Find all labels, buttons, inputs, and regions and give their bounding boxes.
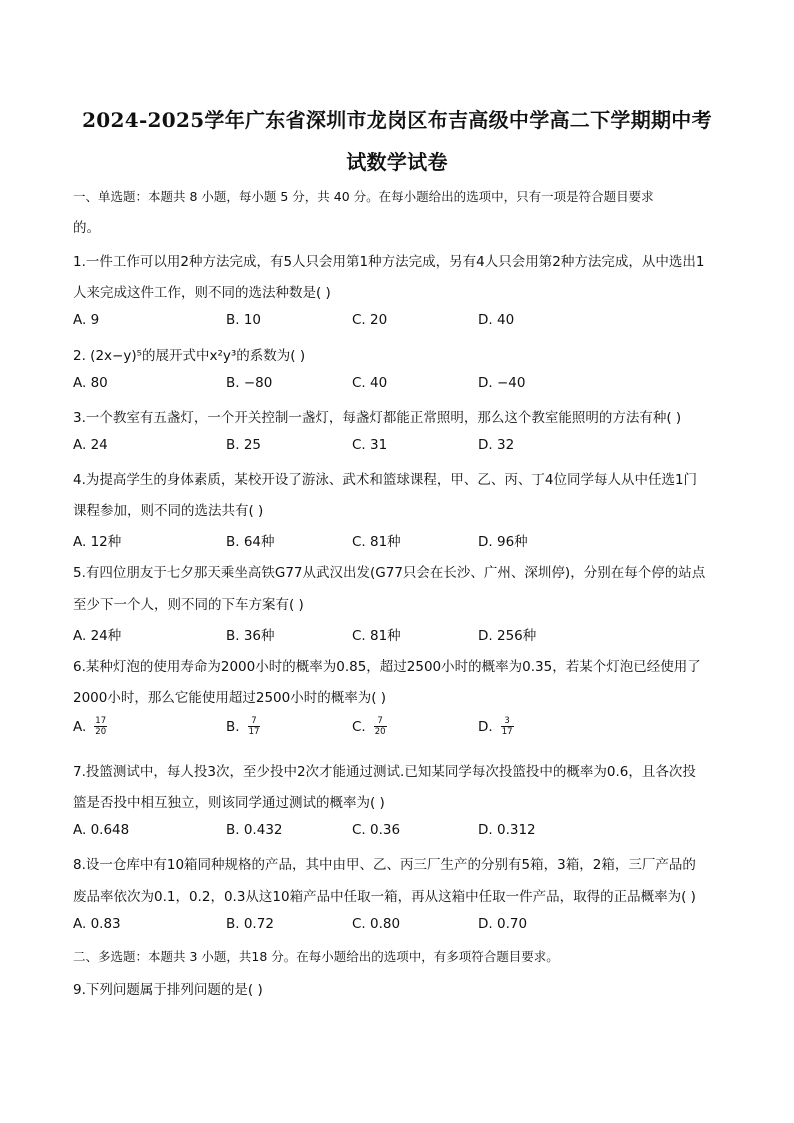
q4-option-c: C. 81种 (352, 534, 401, 550)
q5-stem-cont: 至少下一个人，则不同的下车方案有( ) (73, 597, 304, 613)
q7-option-a: A. 0.648 (73, 822, 130, 838)
section1-instructions: 一、单选题：本题共 8 小题，每小题 5 分，共 40 分。在每小题给出的选项中，只有一项是符合题目要求 (73, 189, 654, 204)
q3-option-a: A. 24 (73, 437, 108, 453)
q5-option-b: B. 36种 (226, 628, 275, 644)
q8-stem-cont: 废品率依次为0.1，0.2，0.3从这10箱产品中任取一箱，再从这箱中任取一件产品，取得的正品概率为( ) (73, 889, 696, 905)
q3-option-b: B. 25 (226, 437, 262, 453)
q7-option-d: D. 0.312 (478, 822, 536, 838)
q9-stem: 9.下列问题属于排列问题的是( ) (73, 982, 263, 998)
q6-option-d-fraction (501, 716, 514, 737)
q1-option-b: B. 10 (226, 312, 262, 328)
q7-stem-cont: 篮是否投中相互独立，则该同学通过测试的概率为( ) (73, 795, 385, 811)
q4-option-d: D. 96种 (478, 534, 528, 550)
q6-option-b (226, 716, 260, 737)
section2-instructions: 二、多选题：本题共 3 小题，共18 分。在每小题给出的选项中，有多项符合题目要求。 (73, 949, 559, 964)
q2-option-b: B. −80 (226, 375, 273, 391)
q8-stem: 8.设一仓库中有10箱同种规格的产品，其中由甲、乙、丙三厂生产的分别有5箱，3箱，2箱，三厂产品的 (73, 857, 696, 873)
q8-option-a: A. 0.83 (73, 916, 121, 932)
q2-stem: 2. (2x−y)⁵的展开式中x²y³的系数为( ) (73, 348, 306, 364)
q2-option-c: C. 40 (352, 375, 388, 391)
q5-option-d: D. 256种 (478, 628, 537, 644)
q6-option-a-numerator: 17 (95, 716, 107, 726)
q4-stem: 4.为提高学生的身体素质，某校开设了游泳、武术和篮球课程，甲、乙、丙、丁4位同学每人从中任选1门 (73, 472, 698, 488)
q1-stem: 1.一件工作可以用2种方法完成，有5人只会用第1种方法完成，另有4人只会用第2种方法完成，从中选出1 (73, 254, 705, 270)
q6-option-b-label: B. (226, 718, 240, 735)
q6-stem-cont: 2000小时，那么它能使用超过2500小时的概率为( ) (73, 690, 387, 706)
q4-stem-cont: 课程参加，则不同的选法共有( ) (73, 503, 264, 519)
q5-stem: 5.有四位朋友于七夕那天乘坐高铁G77从武汉出发(G77只会在长沙、广州、深圳停)，分别在每个停的站点 (73, 565, 706, 581)
q6-option-a (73, 716, 107, 737)
q1-option-c: C. 20 (352, 312, 388, 328)
q5-option-c: C. 81种 (352, 628, 401, 644)
q6-option-a-fraction (94, 716, 107, 737)
section1-instructions-cont: 的。 (73, 220, 100, 236)
q6-option-c-denominator: 20 (374, 727, 386, 737)
exam-title-line2: 试数学试卷 (346, 150, 448, 174)
q6-option-a-denominator: 20 (95, 727, 107, 737)
q3-option-c: C. 31 (352, 437, 388, 453)
q6-option-d-denominator: 17 (501, 727, 513, 737)
q7-stem: 7.投篮测试中，每人投3次，至少投中2次才能通过测试.已知某同学每次投篮投中的概率为0.6，且各次投 (73, 764, 696, 780)
q8-option-b: B. 0.72 (226, 916, 274, 932)
q1-option-d: D. 40 (478, 312, 515, 328)
exam-title-line1: 2024-2025学年广东省深圳市龙岗区布吉高级中学高二下学期期中考 (82, 108, 712, 132)
q6-option-a-label: A. (73, 718, 87, 735)
q6-option-b-denominator: 17 (248, 727, 260, 737)
q8-option-c: C. 0.80 (352, 916, 401, 932)
q7-option-b: B. 0.432 (226, 822, 283, 838)
q2-option-d: D. −40 (478, 375, 526, 391)
q6-stem: 6.某种灯泡的使用寿命为2000小时的概率为0.85，超过2500小时的概率为0.35，若某个灯泡已经使用了 (73, 659, 701, 675)
q6-option-d-label: D. (478, 718, 493, 735)
q6-option-d (478, 716, 514, 737)
q3-stem: 3.一个教室有五盏灯，一个开关控制一盏灯，每盏灯都能正常照明，那么这个教室能照明的方法有种( ) (73, 410, 682, 426)
q6-option-c-label: C. (352, 718, 366, 735)
q4-option-a: A. 12种 (73, 534, 122, 550)
q6-option-b-fraction (248, 716, 261, 737)
q6-option-b-numerator: 7 (248, 716, 261, 727)
q2-option-a: A. 80 (73, 375, 108, 391)
q4-option-b: B. 64种 (226, 534, 275, 550)
q5-option-a: A. 24种 (73, 628, 122, 644)
q6-option-d-numerator: 3 (501, 716, 514, 727)
q6-option-c (352, 716, 387, 737)
q8-option-d: D. 0.70 (478, 916, 528, 932)
q6-option-c-fraction (374, 716, 387, 737)
q6-option-c-numerator: 7 (374, 716, 387, 727)
q1-option-a: A. 9 (73, 312, 100, 328)
q7-option-c: C. 0.36 (352, 822, 401, 838)
q1-stem-cont: 人来完成这件工作，则不同的选法种数是( ) (73, 285, 331, 301)
q3-option-d: D. 32 (478, 437, 515, 453)
